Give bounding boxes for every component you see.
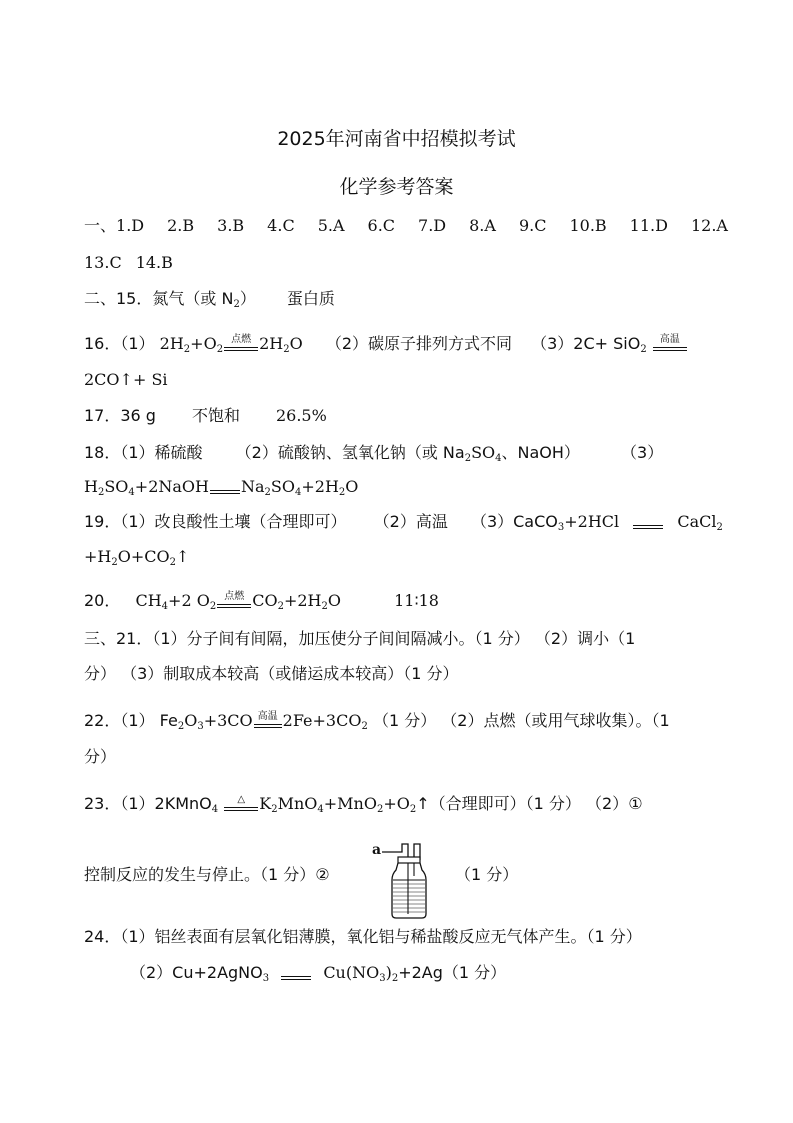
equals-sign: 点燃 <box>217 595 251 609</box>
q15: 二、15．氮气（或 $N_2$） 蛋白质 <box>84 289 335 310</box>
q23: 23．（1）2KMnO$_4$ △ $K_2MnO_4+MnO_2+O_2↑$（合理即可）（1 分） （2）① <box>84 793 643 815</box>
q19: 19．（1）改良酸性土壤（合理即可） （2）高温 （3）CaCO$_3$+2HCl CaCl$_2$ <box>84 512 723 533</box>
mc-answer: 5.A <box>317 216 345 235</box>
mc-answer: 14.B <box>135 253 173 272</box>
equals-sign: △ <box>224 798 258 812</box>
mc-answer: 11.D <box>629 216 668 235</box>
equals-sign: 点燃 <box>224 338 258 352</box>
q24-line1: 24．（1）铝丝表面有层氧化铝薄膜，氧化铝与稀盐酸反应无气体产生。（1 分） <box>84 927 642 946</box>
q20: 20． $CH_4+2$ $O_2$ 点燃 $CO_2+2H_2O$ 11∶18 <box>84 590 439 612</box>
mc-answer: 3.B <box>217 216 245 235</box>
q18-line2: $H_2SO_4+2NaOH$ $Na_2SO_4+2H_2O$ <box>84 477 359 498</box>
mc-answer: 7.D <box>418 216 447 235</box>
mc-answer: 12.A <box>690 216 728 235</box>
equals-sign <box>633 516 663 530</box>
q21-line1: 三、21．（1）分子间有间隔，加压使分子间间隔减小。（1 分） （2）调小（1 <box>84 629 636 648</box>
mc-answer: 2.B <box>167 216 195 235</box>
tube-label-a: a <box>372 842 382 858</box>
page-subtitle: 化学参考答案 <box>339 176 454 198</box>
mc-answer: 9.C <box>518 216 547 235</box>
mc-answer: 6.C <box>367 216 396 235</box>
q18: 18．（1）稀硫酸 （2）硫酸钠、氢氧化钠（或 $Na_2SO_4$、NaOH） （3） <box>84 443 664 464</box>
section-label: 一、 <box>84 216 117 235</box>
equals-sign <box>281 967 311 981</box>
q16-line2: 2CO↑+ Si <box>84 370 168 389</box>
equals-sign: 高温 <box>254 715 282 729</box>
mc-row-1 <box>84 215 751 237</box>
q22: 22．（1） $Fe_2O_3+3CO$ 高温 $2Fe+3CO_2$ （1 分） （2）点燃（或用气球收集）。（1 <box>84 710 670 732</box>
q16: 16．（1） $2H_2+O_2$ 点燃 $2H_2O$ （2）碳原子排列方式不同 （3）2C+ SiO$_2$ 高温 <box>84 333 688 361</box>
q19-line2: $+H_2O+CO_2↑$ <box>84 547 190 568</box>
q22-line2: 分） <box>84 747 117 766</box>
q23-line2: 控制反应的发生与停止。（1 分）② <box>84 865 330 884</box>
equals-sign <box>210 481 240 495</box>
mc-answer: 10.B <box>569 216 607 235</box>
mc-answer: 13.C <box>84 253 122 272</box>
equals-sign: 高温 <box>653 338 687 352</box>
gas-bottle-diagram <box>372 840 432 920</box>
q24-line2: （2）Cu+2AgNO$_3$ $Cu(NO_3)_2+2Ag(1$ 分） <box>130 963 507 984</box>
mc-answer: 8.A <box>469 216 496 235</box>
page-title: 2025年河南省中招模拟考试 <box>277 128 516 150</box>
mc-answer: 4.C <box>267 216 295 235</box>
mc-answer: 1.D <box>116 216 145 235</box>
mc-row-2 <box>84 252 187 274</box>
q17: 17．36 g 不饱和 26.5% <box>84 406 327 425</box>
q21-line2: 分） （3）制取成本较高（或储运成本较高）（1 分） <box>84 664 459 683</box>
q23-score: （1 分） <box>455 865 519 884</box>
